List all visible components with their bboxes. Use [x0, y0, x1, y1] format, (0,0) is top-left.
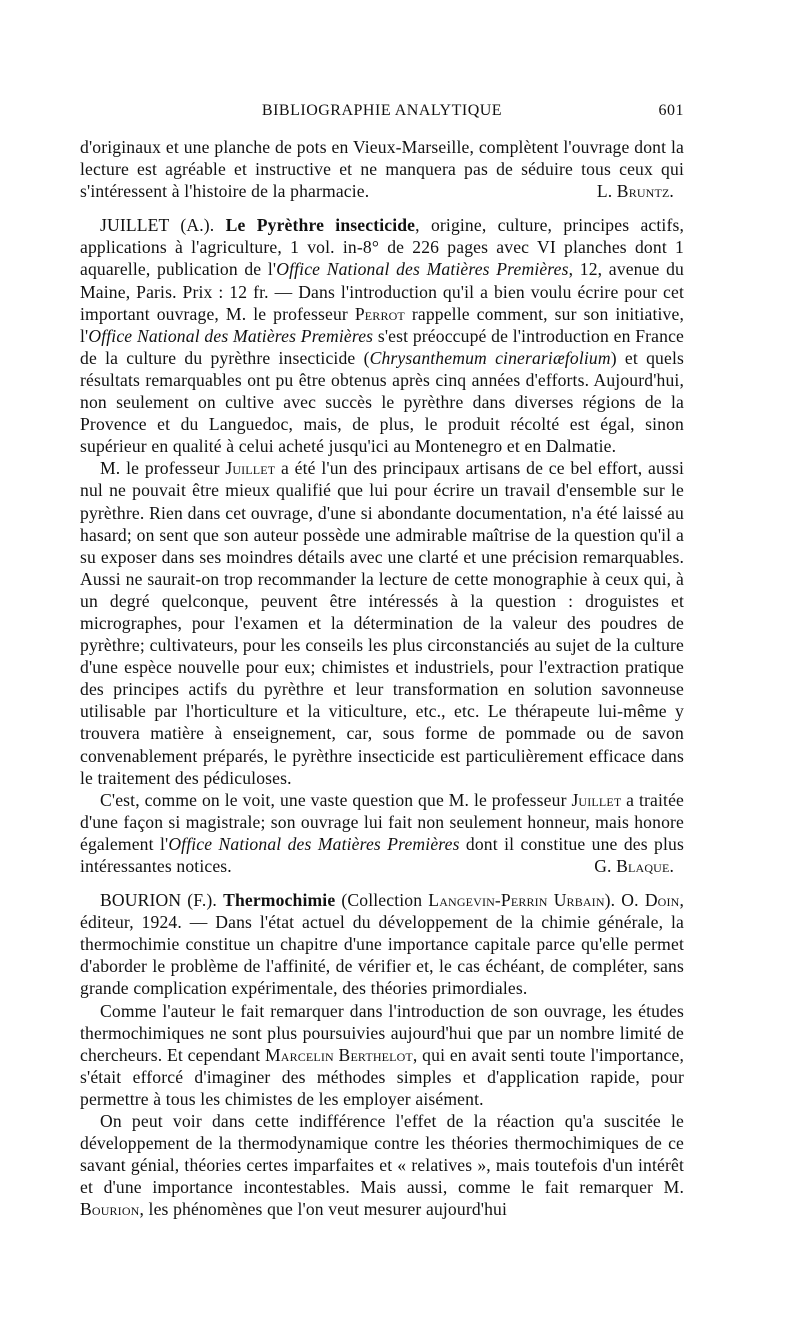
paragraph-text: a été l'un des principaux artisans de ce bel effort, aussi nul ne pouvait être mieux qualifié que lui pour écrire un travail d'ensemble sur le pyrèthre. Rien dans cet ouvrage, d'une si abondante documentation, n'a été laissé au hasard; on sent que son auteur possède une admirable maîtrise de la question qu'il a su exposer dans ses moindres détails avec une clarté et une précision remarquables. Aussi ne saurait-on trop recommander la lecture de cette monographie à ceux qui, à un degré quelconque, peuvent être intéressés à la question : droguistes et micrographes, pour l'examen et la détermination de la valeur des poudres de pyrèthre; cultivateurs, pour les conseils les plus circonstanciés au sujet de la culture d'une espèce nouvelle pour eux; chimistes et industriels, pour l'extraction pratique des principes actifs du pyrèthre et leur transformation en solution savonneuse utilisable par l'horticulture et la viticulture, etc., etc. Le thérapeute lui-même y trouvera matière à enseignement, car, sous forme de pommade ou de savon convenablement préparés, le pyrèthre insecticide est particulièrement efficace dans le traitement des pédiculoses.: [80, 458, 684, 788]
reviewer-signature: L. Bruntz.: [596, 181, 674, 202]
latin-species-name: Chrysanthemum cinerariæfolium: [369, 347, 611, 368]
paragraph-text: , qui en avait senti toute l'importance, s'était efforcé d'imaginer des méthodes simples et d'application rapide, pour permettre à tous les chimistes de les employer aisément.: [80, 1044, 685, 1109]
page-header: [80, 102, 684, 122]
review-continuation-paragraph: [80, 136, 684, 202]
paragraph-text: , origine, culture, principes actifs, applications à l'agriculture, 1 vol. in-8° de 226 pages avec VI planches dont 1 aquarelle, publication de l': [80, 215, 684, 280]
page-number: 601: [658, 102, 684, 119]
collection-name: Langevin-Perrin Urbain: [428, 890, 605, 911]
paragraph-text: ). O.: [604, 890, 645, 911]
person-name: Perrot: [354, 303, 405, 324]
paragraph-text: dont il constitue une des plus intéressantes notices.: [80, 833, 684, 876]
review-pyrethre-paragraph-3: [80, 789, 684, 877]
reviewer-signature: G. Blaque.: [594, 856, 674, 876]
paragraph-text: s'est préoccupé de l'introduction en France de la culture du pyrèthre insecticide (: [80, 325, 684, 368]
review-author: BOURION (F.).: [100, 890, 217, 911]
publisher-name: Office National des Matières Premières: [168, 833, 460, 854]
person-name: Juillet: [571, 789, 622, 810]
review-thermochimie-paragraph-1: [80, 889, 684, 999]
review-pyrethre-paragraph-2: [80, 457, 684, 788]
paragraph-text: C'est, comme on le voit, une vaste question que M. le professeur: [100, 789, 572, 810]
review-author: JUILLET (A.).: [100, 215, 215, 236]
paragraph-text: a traitée d'une façon si magistrale; son ouvrage lui fait non seulement honneur, mais honore également l': [80, 789, 684, 854]
person-name: Juillet: [225, 458, 276, 479]
publisher-name: Office National des Matières Premières: [276, 259, 569, 280]
paragraph-text: ) et quels résultats remarquables ont pu être obtenus après cinq années d'efforts. Aujourd'hui, non seulement on cultive avec succès le pyrèthre dans diverses régions de la Provence et du Languedoc, mais, de plus, le produit récolté est égal, sinon supérieur en qualité à celui acheté jusqu'ici au Montenegro et en Dalmatie.: [80, 347, 684, 457]
publisher-name: Office National des Matières Premières: [88, 325, 374, 346]
review-thermochimie-paragraph-2: [80, 1000, 684, 1110]
review-book-title: Thermochimie: [223, 890, 336, 911]
paragraph-text: Comme l'auteur le fait remarquer dans l'introduction de son ouvrage, les études thermochimiques ne sont plus poursuivies aujourd'hui que par un nombre limité de chercheurs. Et cependant: [80, 1000, 684, 1065]
paragraph-text: rappelle comment, sur son initiative, l': [80, 303, 684, 346]
running-title: BIBLIOGRAPHIE ANALYTIQUE: [261, 102, 503, 119]
paragraph-text: , les phénomènes que l'on veut mesurer aujourd'hui: [139, 1199, 508, 1220]
publisher-name: Doin: [644, 890, 680, 911]
review-thermochimie-paragraph-3: [80, 1110, 684, 1220]
paragraph-text: , éditeur, 1924. — Dans l'état actuel du développement de la chimie générale, la thermochimie constitue un chapitre d'une importance capitale parce qu'elle permet d'aborder le problème de l'affinité, de vérifier et, le cas échéant, de compléter, sans grande complication expérimentale, des théories primordiales.: [80, 890, 685, 999]
page-body: [80, 136, 684, 1221]
review-book-title: Le Pyrèthre insecticide: [225, 215, 416, 236]
paragraph-text: d'originaux et une planche de pots en Vieux-Marseille, complètent l'ouvrage dont la lecture est agréable et instructive et ne manquera pas de séduire tous ceux qui s'intéressent à l'histoire de la pharmacie.: [80, 137, 684, 202]
review-pyrethre-paragraph-1: [80, 214, 684, 457]
paragraph-text: On peut voir dans cette indifférence l'effet de la réaction qu'a suscitée le développement de la thermodynamique contre les théories thermochimiques de ce savant génial, théories certes imparfaites et « relatives », mais toutefois d'un intérêt et d'une importance incontestables. Mais aussi, comme le fait remarquer M.: [80, 1111, 684, 1198]
paragraph-text: M. le professeur: [100, 458, 226, 479]
paragraph-text: (Collection: [335, 890, 429, 911]
person-name: Marcelin Berthelot: [265, 1044, 413, 1065]
person-name: Bourion: [80, 1199, 140, 1220]
paragraph-text: , 12, avenue du Maine, Paris. Prix : 12 fr. — Dans l'introduction qu'il a bien voulu écrire pour cet important ouvrage, M. le professeur: [80, 259, 685, 324]
